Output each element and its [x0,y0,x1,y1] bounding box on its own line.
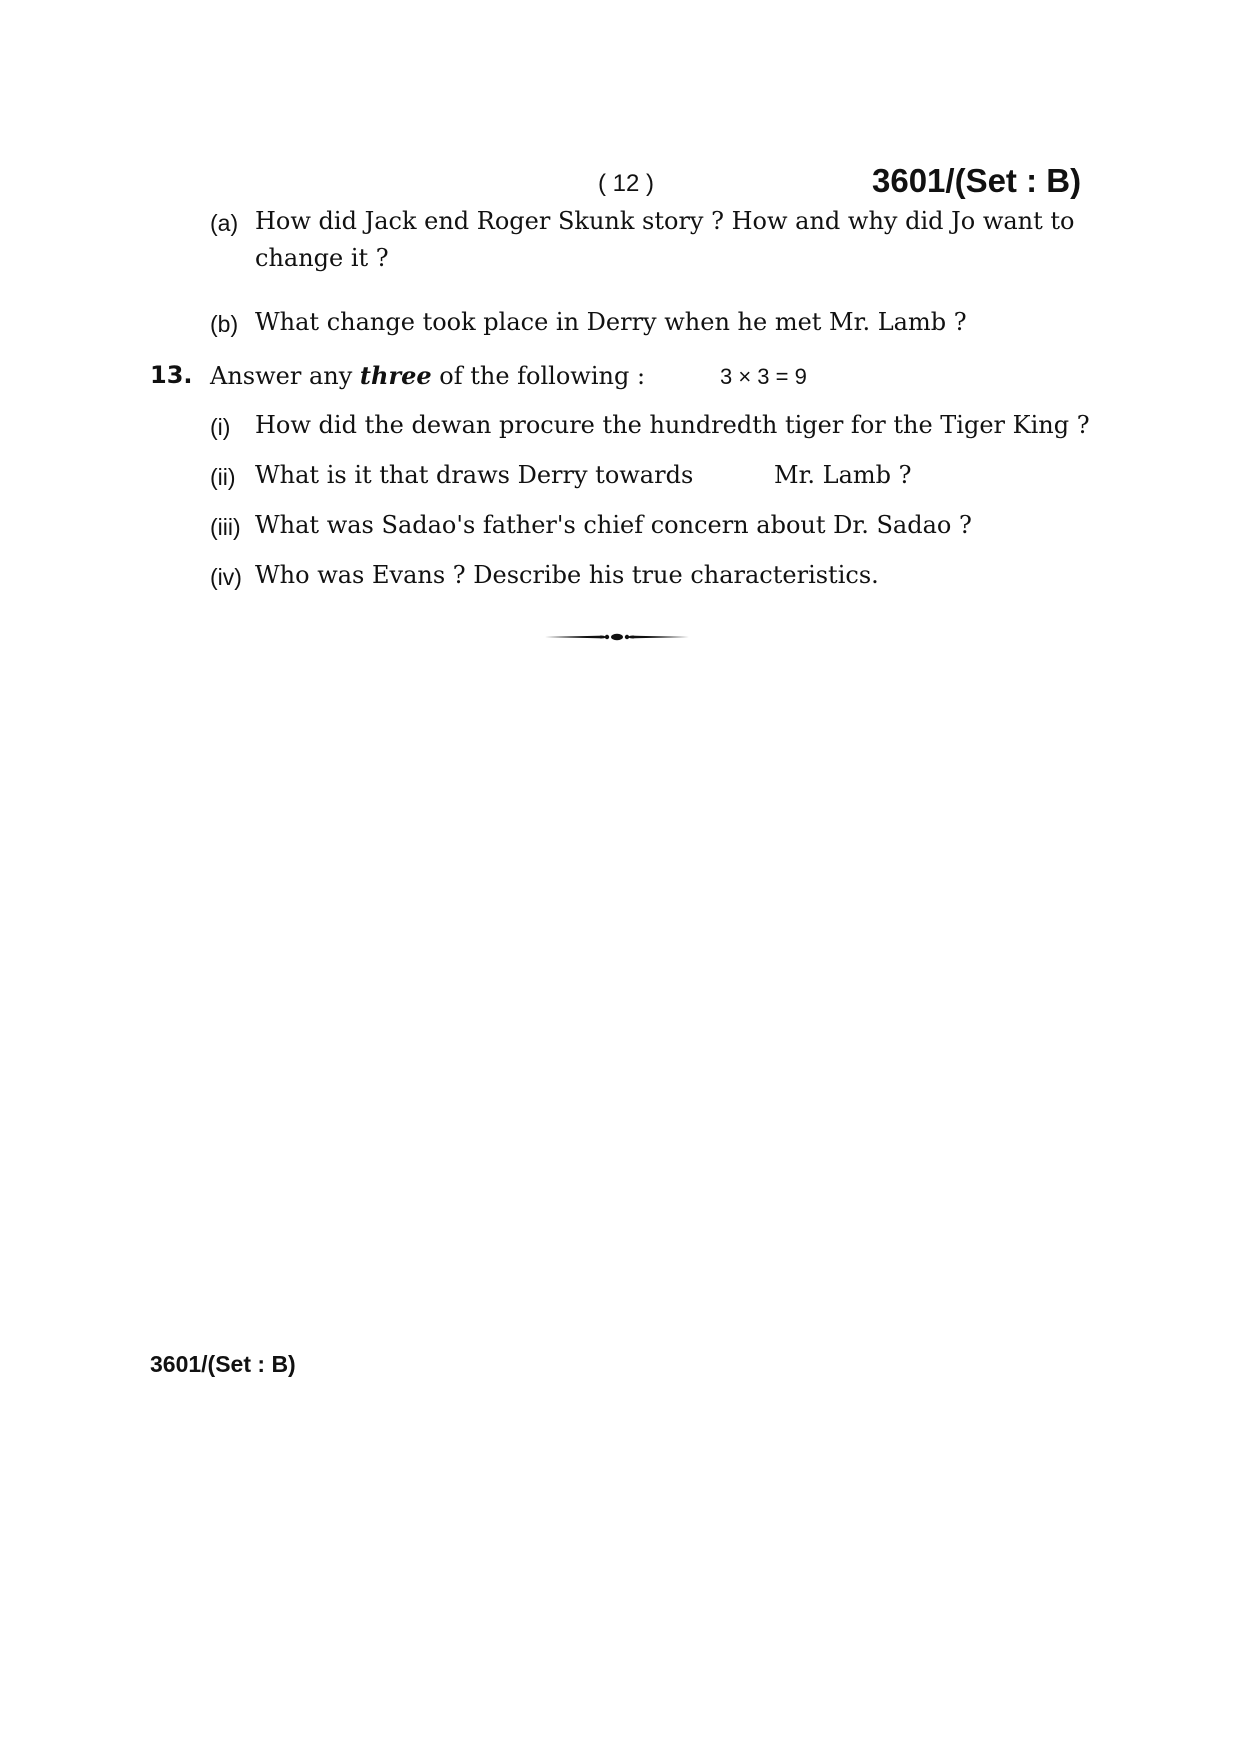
prompt-after: of the following : [439,362,646,390]
sub-question-a-label: (a) [210,210,239,236]
prompt-before: Answer any [210,362,353,390]
sub-question-b-text: What change took place in Derry when he met Mr. Lamb ? [255,308,967,336]
end-divider-ornament-icon [543,625,691,649]
page-number: ( 12 ) [598,170,655,197]
item-label: (i) [210,414,231,440]
item-label: (iv) [210,564,242,590]
item-text: How did the dewan procure the hundredth tiger for the Tiger King ? [255,411,1090,439]
paper-code-footer: 3601/(Set : B) [150,1351,296,1377]
item-text: What was Sadao's father's chief concern about Dr. Sadao ? [255,511,972,539]
item-label: (ii) [210,464,236,490]
item-text-extra: Mr. Lamb ? [774,461,912,489]
sub-question-b-label: (b) [210,311,239,337]
item-label: (iii) [210,514,241,540]
prompt-emphasis: three [359,361,432,390]
paper-code-header: 3601/(Set : B) [872,162,1082,199]
sub-question-a-line2: change it ? [255,244,389,272]
question-13-marks: 3 × 3 = 9 [720,364,807,389]
question-13-prompt [210,361,645,390]
item-text: Who was Evans ? Describe his true characteristics. [255,561,879,589]
item-text: What is it that draws Derry towards [255,461,694,489]
sub-question-a-line1: How did Jack end Roger Skunk story ? How and why did Jo want to [255,207,1075,235]
question-13-number: 13. [150,361,193,389]
